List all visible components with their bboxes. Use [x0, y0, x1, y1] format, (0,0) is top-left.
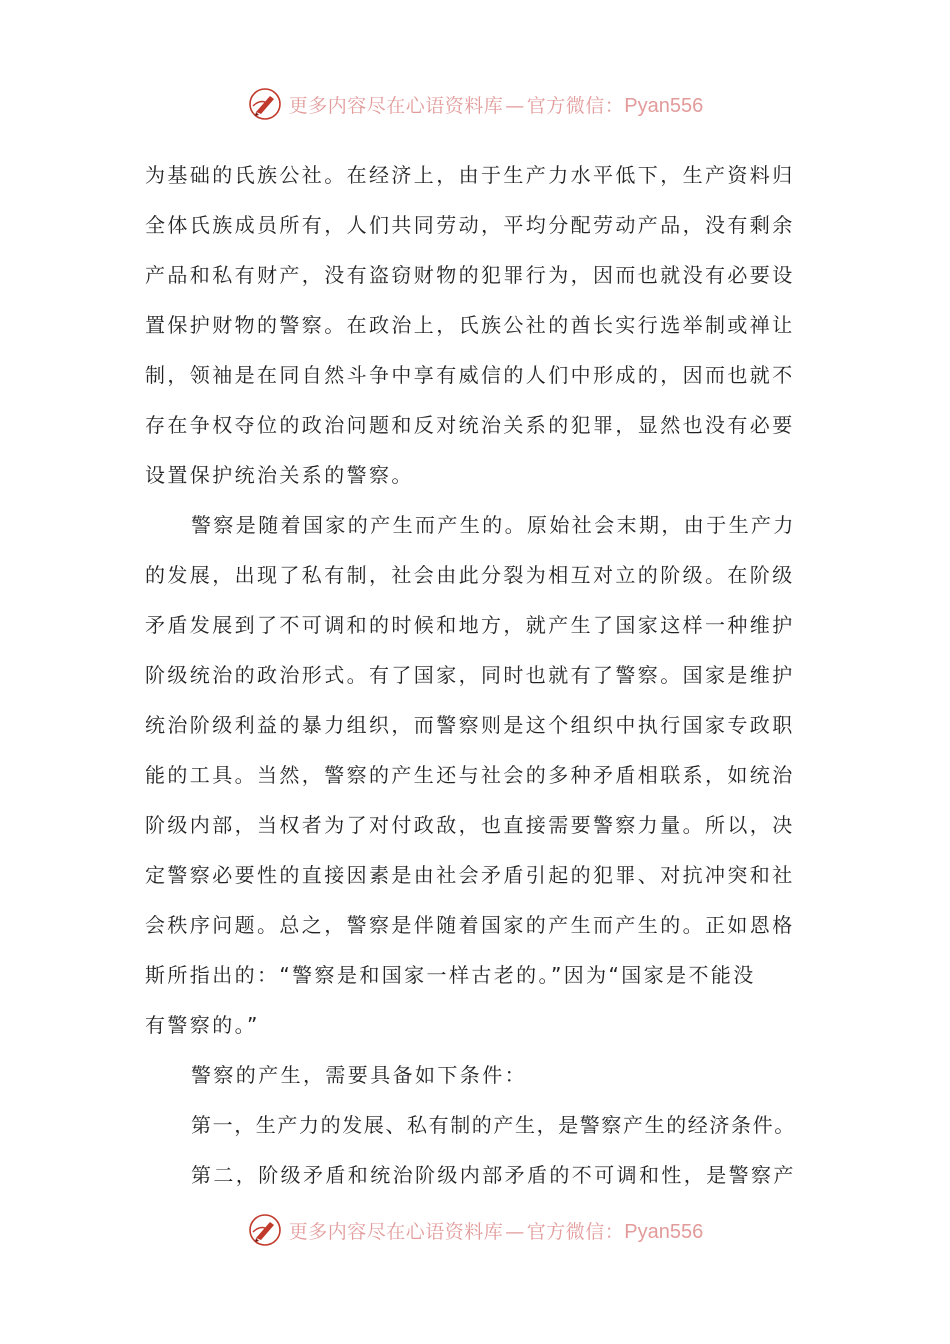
body-line: 产品和私有财产，没有盗窃财物的犯罪行为，因而也就没有必要设 — [145, 263, 795, 287]
body-line: 定警察必要性的直接因素是由社会矛盾引起的犯罪、对抗冲突和社 — [145, 863, 795, 887]
watermark-label: 官方微信： — [526, 1220, 625, 1243]
body-line: 存在争权夺位的政治问题和反对统治关系的犯罪，显然也没有必要 — [145, 413, 795, 437]
watermark-label: 官方微信： — [526, 94, 625, 117]
body-line: 警察的产生，需要具备如下条件： — [191, 1063, 527, 1087]
watermark-text — [289, 1217, 704, 1244]
body-line: 阶级内部，当权者为了对付政敌，也直接需要警察力量。所以，决 — [145, 813, 795, 837]
body-line: 警察是随着国家的产生而产生的。原始社会末期，由于生产力 — [191, 513, 796, 537]
body-line: 矛盾发展到了不可调和的时候和地方，就产生了国家这样一种维护 — [145, 613, 795, 637]
body-line: 第一，生产力的发展、私有制的产生，是警察产生的经济条件。 — [191, 1113, 796, 1137]
pen-logo-icon — [247, 1212, 283, 1248]
watermark-dash: — — [505, 1220, 525, 1243]
body-line: 全体氏族成员所有，人们共同劳动，平均分配劳动产品，没有剩余 — [145, 213, 795, 237]
body-line: 会秩序问题。总之，警察是伴随着国家的产生而产生的。正如恩格 — [145, 913, 795, 937]
body-line: 有警察的。” — [145, 1013, 260, 1037]
body-line: 阶级统治的政治形式。有了国家，同时也就有了警察。国家是维护 — [145, 663, 795, 687]
watermark-text — [289, 91, 704, 118]
watermark-id: Pyan556 — [624, 94, 704, 117]
body-line: 为基础的氏族公社。在经济上，由于生产力水平低下，生产资料归 — [145, 163, 795, 187]
footer-watermark — [0, 1208, 950, 1252]
body-line: 第二，阶级矛盾和统治阶级内部矛盾的不可调和性，是警察产 — [191, 1163, 796, 1187]
document-body — [145, 150, 810, 1200]
body-line: 置保护财物的警察。在政治上，氏族公社的酋长实行选举制或禅让 — [145, 313, 795, 337]
watermark-dash: — — [505, 94, 525, 117]
pen-logo-icon — [247, 86, 283, 122]
watermark-id: Pyan556 — [624, 1220, 704, 1243]
body-line: 的发展，出现了私有制，社会由此分裂为相互对立的阶级。在阶级 — [145, 563, 795, 587]
body-line: 统治阶级利益的暴力组织，而警察则是这个组织中执行国家专政职 — [145, 713, 795, 737]
body-line: 制，领袖是在同自然斗争中享有威信的人们中形成的，因而也就不 — [145, 363, 795, 387]
header-watermark — [0, 82, 950, 126]
body-line: 能的工具。当然，警察的产生还与社会的多种矛盾相联系，如统治 — [145, 763, 795, 787]
watermark-main: 更多内容尽在心语资料库 — [288, 94, 504, 117]
body-line: 斯所指出的：“警察是和国家一样古老的。”因为“国家是不能没 — [145, 963, 756, 987]
body-line: 设置保护统治关系的警察。 — [145, 463, 414, 487]
watermark-main: 更多内容尽在心语资料库 — [288, 1220, 504, 1243]
